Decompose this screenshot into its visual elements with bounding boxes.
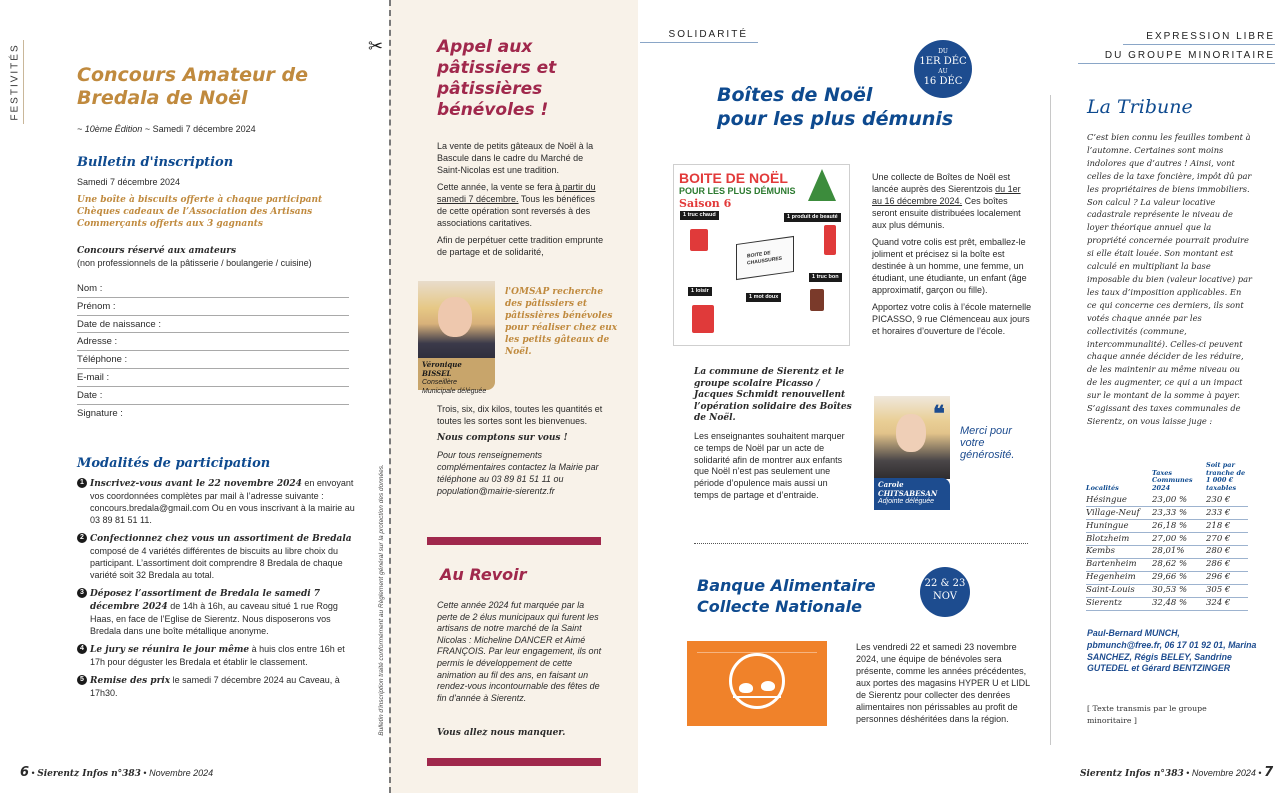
table-row bbox=[1086, 584, 1248, 597]
dotted-divider bbox=[694, 543, 1028, 544]
paragraph: Apportez votre colis à l’école maternelle PICASSO, 9 rue Clémenceau aux jours et horaires d’ouverture de l’école. bbox=[872, 302, 1032, 336]
cell-rate: 32,48 % bbox=[1152, 597, 1206, 610]
cell-locality: Bartenheim bbox=[1086, 558, 1152, 571]
column-header: Soit par tranche de 1 000 € taxables bbox=[1206, 461, 1246, 492]
table-row bbox=[1086, 571, 1248, 584]
banque-body: Les vendredi 22 et samedi 23 novembre 2024, une équipe de bénévoles sera présente, comme les années précédentes, aux portes des magasins HYPER U et LIDL de Sierentz pour collecter des denrées alimentaires non périssables au profit de personnes déshéritées dans la région. bbox=[856, 642, 1030, 724]
merci-quote: Merci pour votre générosité. bbox=[960, 425, 1015, 461]
badge-text: DU bbox=[938, 48, 948, 55]
scissors-icon: ✂ bbox=[368, 36, 384, 56]
edition-date: Samedi 7 décembre 2024 bbox=[152, 124, 256, 134]
paragraph-emphasis: Nous comptons sur vous ! bbox=[437, 433, 568, 443]
tax-rate-table bbox=[1086, 462, 1248, 611]
cell-locality: Sierentz bbox=[1086, 597, 1152, 610]
rubric-label: FESTIVITÉS bbox=[9, 43, 20, 121]
badge-text: 1ER DÉC bbox=[919, 56, 967, 67]
step-item bbox=[77, 643, 362, 668]
bird-icon bbox=[761, 681, 775, 691]
gift-line: Une boîte à biscuits offerte à chaque participant bbox=[77, 195, 323, 205]
tribune-authors: Paul-Bernard MUNCH, pbmunch@free.fr, 06 17 01 92 01, Marina SANCHEZ, Régis BELEY, Sandrine GUTEDEL et Gérard BENTZINGER bbox=[1087, 628, 1257, 674]
christmas-tree-icon bbox=[808, 169, 836, 201]
article-title-bredala: Concours Amateur de Bredala de Noël bbox=[77, 64, 308, 109]
step-bold: Déposez l’assortiment de Bredala le samedi 7 décembre 2024 bbox=[90, 589, 321, 612]
text: Ces boîtes seront ensuite distribuées localement aux plus démunis. bbox=[872, 196, 1021, 230]
shoebox-icon bbox=[736, 236, 794, 280]
cell-rate: 28,01% bbox=[1152, 546, 1206, 559]
step-item bbox=[77, 674, 362, 699]
publication-name: Sierentz Infos n°383 bbox=[37, 769, 141, 779]
cell-amount: 270 € bbox=[1206, 533, 1248, 546]
steps-list bbox=[77, 477, 362, 705]
cell-rate: 28,62 % bbox=[1152, 558, 1206, 571]
box-label: BOITE DE CHAUSSURES bbox=[747, 250, 783, 267]
tribune-vertical-rule bbox=[1050, 95, 1051, 745]
boite-de-noel-poster bbox=[673, 164, 850, 346]
paragraph bbox=[872, 171, 1032, 231]
portrait-caption bbox=[418, 358, 495, 395]
cell-rate: 23,33 % bbox=[1152, 507, 1206, 520]
cell-locality: Hegenheim bbox=[1086, 571, 1152, 584]
book-icon bbox=[692, 305, 714, 333]
revoir-closing: Vous allez nous manquer. bbox=[437, 728, 566, 738]
badge-text: 22 & 23 bbox=[924, 578, 966, 589]
publication-date: Novembre 2024 bbox=[1191, 768, 1256, 778]
person-last-name: CHITSABESAN bbox=[878, 488, 938, 498]
step-item bbox=[77, 587, 362, 637]
chocolate-icon bbox=[810, 289, 824, 311]
step-text: en envoyant vos coordonnées complètes par mail à l’adresse suivante : concours.bredala@gmail.com Ou en vous inscrivant à la mairie au 03 89 81 51 11. bbox=[90, 478, 355, 525]
logo-ring-icon bbox=[729, 653, 785, 709]
cell-rate: 27,00 % bbox=[1152, 533, 1206, 546]
cell-amount: 324 € bbox=[1206, 597, 1248, 610]
gift-line: Chèques cadeaux de l’Association des Artisans bbox=[77, 207, 313, 217]
gloves-icon bbox=[690, 229, 708, 251]
appel-body-continued bbox=[437, 403, 607, 502]
poster-tag: 1 mot doux bbox=[746, 293, 781, 302]
cell-rate: 26,18 % bbox=[1152, 520, 1206, 533]
tribune-body: C’est bien connu les feuilles tombent à l’automne. Certaines sont moins indolores que d’autres ! Ainsi, vont celles de la taxe foncière, impôt dû par les propriétaires de biens immobiliers. Son calcul ? La valeur locative cadastrale représente le niveau de loyer théorique annuel que la propriété concernée pourrait produire si elle était louée. Son montant est calculé en multipliant la base imposable du bien (valeur locative) par les taux d’imposition applicables. En ce qui concerne ces derniers, ils sont votés chaque année par les collectivités (commune, intercommunalité). Celles-ci peuvent chaque année décider de les réduire, de les maintenir au même niveau ou de les augmenter, ce qui a un impact sur le montant de la somme à payer. S’agissant des taxes communales de Sierentz, on vous laisse juge : bbox=[1087, 132, 1252, 426]
gift-info bbox=[77, 194, 367, 230]
tribune-disclaimer: [ Texte transmis par le groupe minoritaire ] bbox=[1087, 704, 1207, 725]
form-field-date[interactable]: Date : bbox=[77, 387, 349, 405]
step-text: le samedi 7 décembre 2024 au Caveau, à 17h30. bbox=[90, 675, 340, 698]
revoir-title: Au Revoir bbox=[440, 565, 527, 584]
title-line: Banque Alimentaire bbox=[697, 576, 876, 595]
step-item bbox=[77, 477, 362, 526]
cell-locality: Saint-Louis bbox=[1086, 584, 1152, 597]
form-field-signature[interactable]: Signature : bbox=[77, 407, 123, 419]
person-role: Adjointe déléguée bbox=[878, 498, 935, 505]
banque-title bbox=[697, 575, 876, 617]
cell-locality: Huningue bbox=[1086, 520, 1152, 533]
text: Tous les bénéfices de cette opération sont reversés à des associations caritatives. bbox=[437, 194, 595, 228]
badge-text: NOV bbox=[933, 591, 957, 602]
poster-tag: 1 truc chaud bbox=[680, 211, 719, 220]
person-first-name: Carole bbox=[878, 480, 904, 489]
table-header-row bbox=[1086, 462, 1248, 494]
badge-text: 16 DÉC bbox=[923, 76, 963, 87]
title-line: Collecte Nationale bbox=[697, 597, 862, 616]
page-number: 7 bbox=[1264, 765, 1274, 780]
cell-amount: 305 € bbox=[1206, 584, 1248, 597]
page-number: 6 bbox=[20, 765, 30, 780]
tribune-title: La Tribune bbox=[1087, 96, 1193, 118]
gdpr-note bbox=[377, 440, 387, 760]
person-name: Véronique BISSEL bbox=[422, 360, 462, 378]
appel-title: Appel aux pâtissiers et pâtissières bénévoles ! bbox=[437, 37, 557, 120]
bird-icon bbox=[739, 683, 753, 693]
cell-amount: 280 € bbox=[1206, 546, 1248, 559]
text: Cette année, la vente se fera bbox=[437, 182, 556, 192]
revoir-body: Cette année 2024 fut marquée par la perte de 2 élus municipaux qui furent les artisans de notre marché de la Saint Nicolas : Micheline DANCER et Aimé FRANÇOIS. Par leur engagement, ils ont permis le développement de cette animation au fil des ans, en faisant un rendez-vous incontournable des fêtes de fin d'année à Sierentz. bbox=[437, 600, 602, 703]
poster-season: Saison 6 bbox=[679, 197, 732, 210]
text: Une collecte de Boîtes de Noël est lancée auprès des Sierentzois bbox=[872, 172, 1011, 194]
step-number-icon: 2 bbox=[77, 533, 87, 543]
face-shape bbox=[896, 414, 926, 452]
cell-rate: 29,66 % bbox=[1152, 571, 1206, 584]
cell-amount: 233 € bbox=[1206, 507, 1248, 520]
commune-body: Les enseignantes souhaitent marquer ce temps de Noël par un acte de solidarité afin de montrer aux enfants que Noël n’est pas seulement une période d’opulence mais aussi un temps de partage et d’entraide. bbox=[694, 431, 845, 500]
step-number-icon: 1 bbox=[77, 478, 87, 488]
form-field-nom[interactable]: Nom : bbox=[77, 280, 349, 298]
cell-locality: Blotzheim bbox=[1086, 533, 1152, 546]
table-row bbox=[1086, 507, 1248, 520]
boites-body bbox=[872, 171, 1032, 342]
cell-locality: Kembs bbox=[1086, 546, 1152, 559]
table-row bbox=[1086, 597, 1248, 610]
paragraph bbox=[437, 181, 607, 229]
footer-left: 6 • Sierentz Infos n°383 • Novembre 2024 bbox=[20, 765, 214, 780]
banque-alimentaire-logo bbox=[687, 641, 827, 726]
cell-locality: Village-Neuf bbox=[1086, 507, 1152, 520]
edition-label: ~ 10ème Édition ~ bbox=[77, 124, 151, 134]
form-field-naissance[interactable]: Date de naissance : bbox=[77, 316, 349, 334]
portrait-veronique bbox=[418, 281, 495, 359]
paragraph: La vente de petits gâteaux de Noël à la Bascule dans le cadre du Marché de Saint-Nicolas est une tradition. bbox=[437, 141, 594, 175]
form-field-telephone[interactable]: Téléphone : bbox=[77, 351, 349, 369]
form-field-adresse[interactable]: Adresse : bbox=[77, 333, 349, 351]
step-number-icon: 3 bbox=[77, 588, 87, 598]
form-field-prenom[interactable]: Prénom : bbox=[77, 298, 349, 316]
underlined-date: à partir du samedi 7 décembre. bbox=[437, 182, 596, 204]
rubric-expression-libre: EXPRESSION LIBRE bbox=[1123, 30, 1275, 45]
cell-amount: 218 € bbox=[1206, 520, 1248, 533]
edition-line bbox=[77, 124, 256, 136]
footer-right: Sierentz Infos n°383 • Novembre 2024 • 7 bbox=[1080, 765, 1274, 780]
boites-title bbox=[717, 83, 953, 131]
poster-tag: 1 loisir bbox=[688, 287, 712, 296]
cell-amount: 230 € bbox=[1206, 494, 1248, 507]
badge-text: AU bbox=[938, 68, 948, 75]
title-line: Boîtes de Noël bbox=[717, 84, 873, 106]
commune-intro: La commune de Sierentz et le groupe scolaire Picasso / Jacques Schmidt renouvellent l’opération solidaire des Boîtes de Noël. bbox=[694, 367, 852, 423]
poster-subheading: POUR LES PLUS DÉMUNIS bbox=[679, 186, 796, 196]
form-field-email[interactable]: E-mail : bbox=[77, 369, 349, 387]
reserve-bold: Concours réservé aux amateurs bbox=[77, 246, 237, 256]
cell-locality: Hésingue bbox=[1086, 494, 1152, 507]
step-bold: Remise des prix bbox=[90, 676, 171, 686]
paragraph: Quand votre colis est prêt, emballez-le joliment et précisez si la boîte est destinée à un homme, une femme, un étudiant, une étudiante, un enfant (âge approximatif, garçon ou fille). bbox=[872, 237, 1027, 295]
underlined-date: du 1er au 16 décembre 2024. bbox=[872, 184, 1021, 206]
paragraph: Trois, six, dix kilos, toutes les quantités et toutes les sortes sont les bienvenues. bbox=[437, 404, 603, 426]
column-header: Localités bbox=[1086, 483, 1119, 492]
step-text: composé de 4 variétés différentes de biscuits au libre choix du participant. L’assortiment doit comprendre 8 Bredala de chaque variété soit 32 Bredala au total. bbox=[90, 546, 343, 580]
publication-date: Novembre 2024 bbox=[149, 768, 214, 778]
beauty-product-icon bbox=[824, 225, 836, 255]
step-number-icon: 5 bbox=[77, 675, 87, 685]
publication-name: Sierentz Infos n°383 bbox=[1080, 769, 1184, 779]
cell-amount: 286 € bbox=[1206, 558, 1248, 571]
quote-icon: ❝ bbox=[933, 401, 945, 427]
date-badge-nov bbox=[920, 567, 970, 617]
poster-heading: BOITE DE NOËL bbox=[679, 170, 788, 186]
step-bold: Inscrivez-vous avant le 22 novembre 2024 bbox=[90, 479, 302, 489]
bulletin-date: Samedi 7 décembre 2024 bbox=[77, 177, 181, 187]
cell-amount: 296 € bbox=[1206, 571, 1248, 584]
rubric-groupe-minoritaire: DU GROUPE MINORITAIRE bbox=[1078, 49, 1275, 64]
rubric-solidarite: SOLIDARITÉ bbox=[640, 28, 758, 43]
step-text: de 14h à 16h, au caveau situé 1 rue Rogg Haas, en face de l’Eglise de Sierentz. Nous disposerons vos Bredala dans une boîte métallique anonyme. bbox=[90, 601, 338, 636]
face-shape bbox=[438, 297, 472, 337]
step-item bbox=[77, 532, 362, 581]
gdpr-text: Bulletin d'inscription traité conformément au Règlement général sur la protection des données. bbox=[377, 464, 385, 736]
poster-tag: 1 produit de beauté bbox=[784, 213, 841, 222]
table-row bbox=[1086, 546, 1248, 559]
portrait-caption bbox=[874, 478, 950, 510]
table-row bbox=[1086, 520, 1248, 533]
table-row bbox=[1086, 494, 1248, 507]
step-text: à huis clos entre 16h et 17h pour déguster les Bredala et établir le classement. bbox=[90, 644, 345, 667]
table-row bbox=[1086, 558, 1248, 571]
reserve-note bbox=[77, 244, 367, 269]
title-line: pour les plus démunis bbox=[717, 108, 954, 130]
poster-tag: 1 truc bon bbox=[809, 273, 842, 282]
divider-bar bbox=[427, 758, 601, 766]
modalites-title: Modalités de participation bbox=[77, 456, 271, 471]
rubric-festivites bbox=[6, 40, 24, 124]
registration-form bbox=[77, 280, 349, 422]
gift-line: Commerçants offerts aux 3 gagnants bbox=[77, 219, 263, 229]
reserve-detail: (non professionnels de la pâtisserie / boulangerie / cuisine) bbox=[77, 258, 312, 268]
omsap-callout: l'OMSAP recherche des pâtissiers et pâtissières bénévoles pour réaliser chez eux les petits gâteaux de Noël. bbox=[505, 287, 618, 357]
person-role: Conseillère Municipale déléguée bbox=[422, 379, 487, 395]
appel-body bbox=[437, 140, 607, 263]
logo-shelf bbox=[733, 696, 781, 698]
contact-info: Pour tous renseignements complémentaires contactez la Mairie par téléphone au 03 89 81 51 11 ou population@mairie-sierentz.fr bbox=[437, 450, 599, 496]
table-row bbox=[1086, 533, 1248, 546]
column-header: Taxes Communes 2024 bbox=[1152, 468, 1193, 492]
step-bold: Confectionnez chez vous un assortiment de Bredala bbox=[90, 534, 352, 544]
bulletin-title: Bulletin d'inscription bbox=[77, 155, 234, 170]
paragraph: Afin de perpétuer cette tradition emprunte de partage et de solidarité, bbox=[437, 235, 604, 257]
step-bold: Le jury se réunira le jour même bbox=[90, 645, 250, 655]
cell-rate: 30,53 % bbox=[1152, 584, 1206, 597]
cell-rate: 23,00 % bbox=[1152, 494, 1206, 507]
step-number-icon: 4 bbox=[77, 644, 87, 654]
divider-bar bbox=[427, 537, 601, 545]
